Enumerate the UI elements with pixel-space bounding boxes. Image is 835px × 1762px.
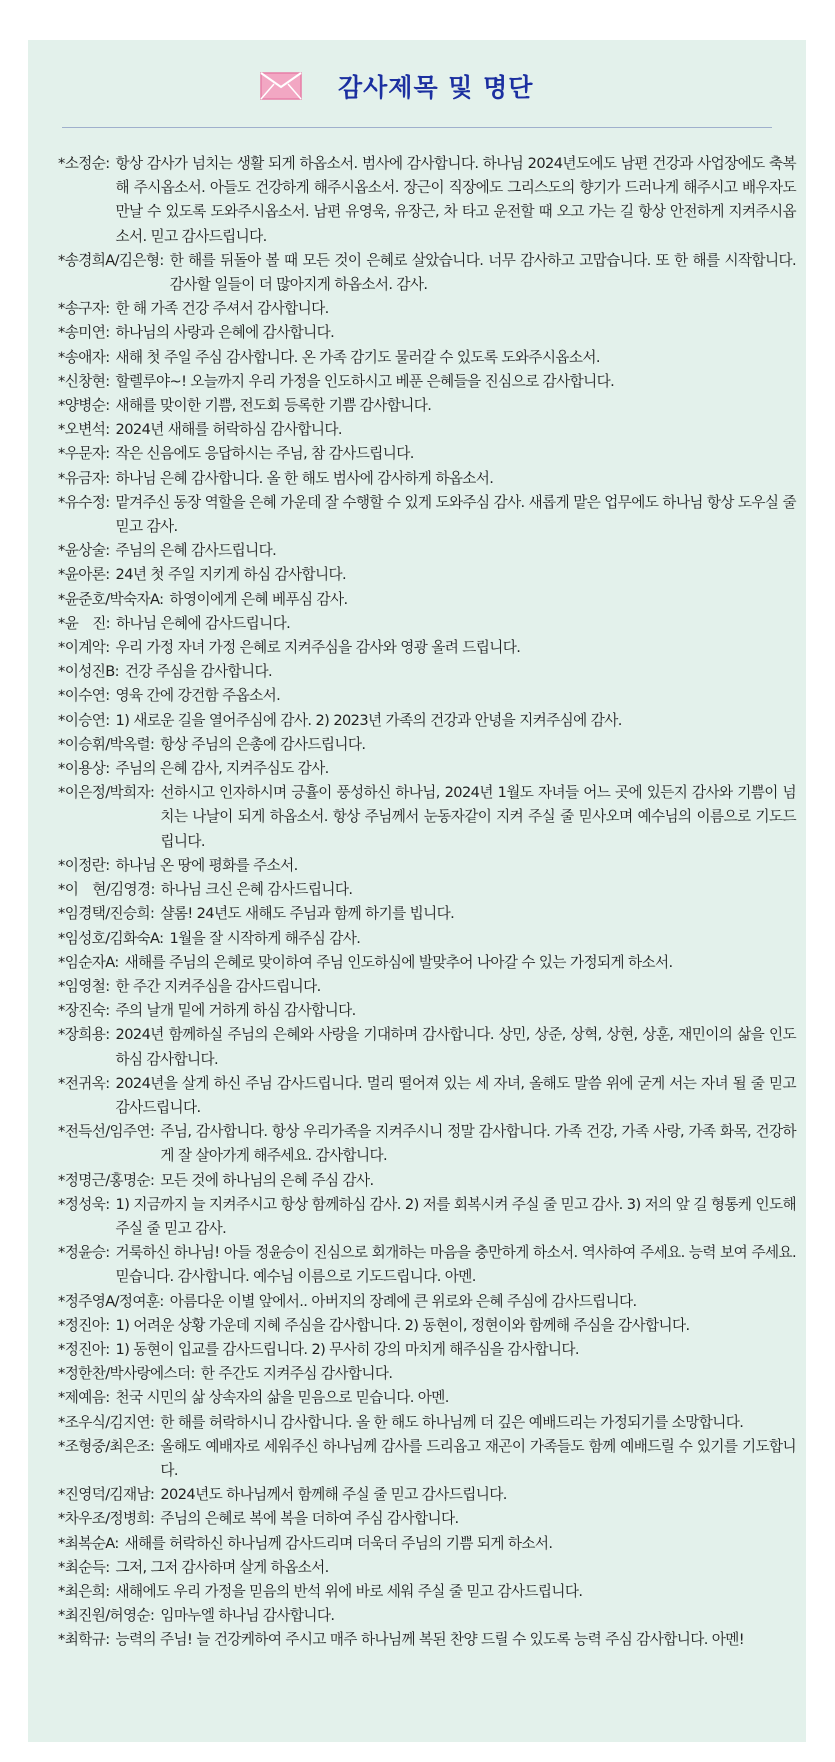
- entry-name: *진영덕/김재남:: [58, 1486, 155, 1504]
- list-item: [58, 1169, 796, 1193]
- list-item: [58, 781, 796, 854]
- entry-name: *장진숙:: [58, 1002, 110, 1020]
- entry-name: *송경희A/김은형:: [58, 251, 164, 269]
- entry-name: *임영철:: [58, 977, 110, 995]
- list-item: [58, 1338, 796, 1362]
- entry-text: 2024년 새해를 허락하심 감사합니다.: [115, 421, 342, 439]
- entry-name: *양병순:: [58, 397, 110, 415]
- list-item: [58, 1507, 796, 1531]
- divider: [62, 127, 772, 128]
- list-item: [58, 1556, 796, 1580]
- entry-text: 1) 지금까지 늘 지켜주시고 항상 함께하심 감사. 2) 저를 회복시켜 주실 줄 믿고 감사. 3) 저의 앞 길 형통케 인도해 주실 줄 믿고 감사.: [115, 1195, 796, 1237]
- entry-text: 능력의 주님! 늘 건강케하여 주시고 매주 하나님께 복된 찬양 드릴 수 있도록 능력 주심 감사합니다. 아멘!: [115, 1631, 745, 1649]
- entry-text: 1월을 잘 시작하게 해주심 감사.: [169, 929, 361, 947]
- entry-text: 새해를 허락하신 하나님께 감사드리며 더욱더 주님의 기쁨 되게 하소서.: [124, 1534, 553, 1552]
- list-item: [58, 660, 796, 684]
- list-item: [58, 418, 796, 442]
- entry-text: 한 해를 허락하시니 감사합니다. 올 한 해도 하나님께 더 깊은 예배드리는 가정되기를 소망합니다.: [160, 1413, 744, 1431]
- list-item: [58, 1483, 796, 1507]
- entry-name: *최진원/허영순:: [58, 1607, 155, 1625]
- entry-name: *전귀옥:: [58, 1074, 110, 1092]
- entry-text: 영육 간에 강건함 주옵소서.: [115, 687, 281, 705]
- entry-text: 할렐루야~! 오늘까지 우리 가정을 인도하시고 베푼 은혜들을 진심으로 감사합니다.: [115, 372, 615, 390]
- entry-text: 아름다운 이별 앞에서.. 아버지의 장례에 큰 위로와 은혜 주심에 감사드립니다.: [169, 1292, 637, 1310]
- entry-name: *정진아:: [58, 1340, 110, 1358]
- list-item: [58, 563, 796, 587]
- entry-name: *정한찬/박사랑에스더:: [58, 1365, 195, 1383]
- entry-name: *임성호/김화숙A:: [58, 929, 164, 947]
- entry-text: 새해에도 우리 가정을 믿음의 반석 위에 바로 세워 주실 줄 믿고 감사드립니다.: [115, 1582, 583, 1600]
- entry-name: *전득선/임주연:: [58, 1123, 155, 1141]
- entry-text: 새해 첫 주일 주심 감사합니다. 온 가족 감기도 물러갈 수 있도록 도와주시옵소서.: [115, 348, 600, 366]
- entry-name: *정주영A/정여훈:: [58, 1292, 164, 1310]
- list-item: [58, 684, 796, 708]
- list-item: [58, 491, 796, 539]
- entry-text: 1) 동현이 입교를 감사드립니다. 2) 무사히 강의 마치게 해주심을 감사합니다.: [115, 1340, 579, 1358]
- list-item: [58, 1628, 796, 1652]
- entry-text: 2024년 함께하실 주님의 은혜와 사랑을 기대하며 감사합니다. 상민, 상준, 상혁, 상현, 상훈, 재민이의 삶을 인도하심 감사합니다.: [115, 1026, 796, 1068]
- entry-name: *유금자:: [58, 469, 110, 487]
- list-item: [58, 1120, 796, 1168]
- entry-text: 항상 감사가 넘치는 생활 되게 하옵소서. 범사에 감사합니다. 하나님 2024년도에도 남편 건강과 사업장에도 축복해 주시옵소서. 아들도 건강하게 해주시옵소서. 장근이 직장에도 그리스도의 향기가 드러나게 해주시고 배우자도 만날 수 있도록 도와주시옵소서. 남편 유영욱, 유장근, 차 타고 운전할 때 오고 가는 길 항상 안전하게 지켜주시옵소서. 믿고 감사드립니다.: [115, 155, 796, 245]
- list-item: [58, 1411, 796, 1435]
- entry-text: 하나님의 사랑과 은혜에 감사합니다.: [115, 324, 335, 342]
- entry-name: *이용상:: [58, 760, 110, 778]
- entry-text: 한 해를 뒤돌아 볼 때 모든 것이 은혜로 살았습니다. 너무 감사하고 고맙습니다. 또 한 해를 시작합니다. 감사할 일들이 더 많아지게 하옵소서. 감사.: [169, 251, 796, 294]
- list-item: [58, 321, 796, 345]
- list-item: [58, 1604, 796, 1628]
- entry-text: 맡겨주신 동장 역할을 은혜 가운데 잘 수행할 수 있게 도와주심 감사. 새롭게 맡은 업무에도 하나님 항상 도우실 줄 믿고 감사.: [115, 493, 796, 536]
- list-item: [58, 709, 796, 733]
- entry-text: 새해를 맞이한 기쁨, 전도회 등록한 기쁨 감사합니다.: [115, 397, 432, 415]
- entry-name: *소정순:: [58, 155, 110, 172]
- entry-name: *윤상술:: [58, 542, 110, 560]
- entry-text: 24년 첫 주일 지키게 하심 감사합니다.: [115, 566, 347, 584]
- entry-text: 주님의 은혜로 복에 복을 더하여 주심 감사합니다.: [160, 1510, 459, 1528]
- page-title: 감사제목 및 명단: [338, 73, 534, 102]
- entry-name: *정성욱:: [58, 1195, 110, 1213]
- entry-text: 1) 어려운 상황 가운데 지혜 주심을 감사합니다. 2) 동현이, 정현이와 함께해 주심을 감사합니다.: [115, 1316, 690, 1334]
- entry-name: *최은희:: [58, 1582, 110, 1600]
- entry-text: 천국 시민의 삶 상속자의 삶을 믿음으로 믿습니다. 아멘.: [115, 1389, 449, 1407]
- list-item: [58, 757, 796, 781]
- entry-text: 하영이에게 은혜 베푸심 감사.: [169, 590, 348, 608]
- list-item: [58, 467, 796, 491]
- content-panel: [28, 40, 806, 1742]
- thanksgiving-list: [58, 152, 796, 1653]
- list-item: [58, 902, 796, 926]
- entry-text: 하나님 은혜에 감사드립니다.: [116, 614, 291, 632]
- entry-name: *최복순A:: [58, 1534, 119, 1552]
- entry-text: 2024년도 하나님께서 함께해 주실 줄 믿고 감사드립니다.: [160, 1486, 507, 1504]
- entry-text: 우리 가정 자녀 가정 은혜로 지켜주심을 감사와 영광 올려 드립니다.: [115, 639, 521, 657]
- list-item: [58, 370, 796, 394]
- entry-name: *윤준호/박숙자A:: [58, 590, 164, 608]
- entry-text: 주님, 감사합니다. 항상 우리가족을 지켜주시니 정말 감사합니다. 가족 건강, 가족 사랑, 가족 화목, 건강하게 잘 살아가게 해주세요. 감사합니다.: [160, 1123, 796, 1165]
- list-item: [58, 1193, 796, 1241]
- list-item: [58, 1290, 796, 1314]
- entry-text: 새해를 주님의 은혜로 맞이하여 주님 인도하심에 발맞추어 나아갈 수 있는 가정되게 하소서.: [124, 953, 673, 971]
- list-item: [58, 346, 796, 370]
- list-item: [58, 1072, 796, 1120]
- entry-text: 하나님 크신 은혜 감사드립니다.: [160, 881, 353, 899]
- entry-text: 모든 것에 하나님의 은혜 주심 감사.: [160, 1171, 374, 1189]
- entry-name: *윤 진:: [58, 614, 111, 632]
- list-item: [58, 1241, 796, 1289]
- entry-name: *조우식/김지연:: [58, 1413, 155, 1431]
- entry-name: *이 현/김영경:: [58, 881, 155, 899]
- list-item: [58, 442, 796, 466]
- envelope-icon: [260, 72, 302, 100]
- entry-name: *오변석:: [58, 421, 110, 439]
- entry-name: *정윤승:: [58, 1244, 110, 1262]
- entry-name: *정진아:: [58, 1316, 110, 1334]
- entry-text: 주의 날개 밑에 거하게 하심 감사합니다.: [115, 1002, 356, 1020]
- entry-name: *이계악:: [58, 639, 110, 657]
- entry-name: *정명근/홍명순:: [58, 1171, 155, 1189]
- entry-text: 한 주간 지켜주심을 감사드립니다.: [115, 977, 321, 995]
- entry-name: *이승연:: [58, 711, 110, 729]
- entry-name: *이성진B:: [58, 663, 119, 681]
- entry-name: *신창현:: [58, 372, 110, 390]
- entry-name: *송미연:: [58, 324, 110, 342]
- list-item: [58, 854, 796, 878]
- entry-text: 그저, 그저 감사하며 살게 하옵소서.: [115, 1558, 329, 1576]
- entry-name: *제예음:: [58, 1389, 110, 1407]
- list-item: [58, 999, 796, 1023]
- list-item: [58, 249, 796, 297]
- list-item: [58, 539, 796, 563]
- entry-name: *이승휘/박옥렬:: [58, 735, 155, 753]
- entry-name: *차우조/정병희:: [58, 1510, 155, 1528]
- list-item: [58, 588, 796, 612]
- entry-name: *최순득:: [58, 1558, 110, 1576]
- entry-name: *유수정:: [58, 493, 110, 511]
- list-item: [58, 927, 796, 951]
- list-item: [58, 1023, 796, 1071]
- entry-text: 주님의 은혜 감사드립니다.: [115, 542, 277, 560]
- entry-text: 하나님 은혜 감사합니다. 올 한 해도 범사에 감사하게 하옵소서.: [115, 469, 494, 487]
- entry-text: 거룩하신 하나님! 아들 정윤승이 진심으로 회개하는 마음을 충만하게 하소서. 역사하여 주세요. 능력 보여 주세요. 믿습니다. 감사합니다. 예수님 이름으로 기도드립니다. 아멘.: [115, 1244, 796, 1286]
- list-item: [58, 1532, 796, 1556]
- entry-name: *장희용:: [58, 1026, 110, 1044]
- list-item: [58, 612, 796, 636]
- entry-name: *임순자A:: [58, 953, 119, 971]
- entry-name: *조형중/최은조:: [58, 1437, 155, 1455]
- entry-text: 주님의 은혜 감사, 지켜주심도 감사.: [115, 760, 329, 778]
- list-item: [58, 636, 796, 660]
- entry-name: *윤아론:: [58, 566, 110, 584]
- list-item: [58, 1386, 796, 1410]
- entry-text: 올해도 예배자로 세워주신 하나님께 감사를 드리옵고 재곤이 가족들도 함께 예배드릴 수 있기를 기도합니다.: [160, 1437, 796, 1479]
- entry-text: 하나님 온 땅에 평화를 주소서.: [115, 856, 298, 874]
- list-item: [58, 1314, 796, 1338]
- entry-name: *송구자:: [58, 300, 110, 318]
- entry-name: *송애자:: [58, 348, 110, 366]
- entry-text: 건강 주심을 감사합니다.: [124, 663, 273, 681]
- list-item: [58, 975, 796, 999]
- entry-text: 한 주간도 지켜주심 감사합니다.: [200, 1365, 393, 1383]
- entry-text: 한 해 가족 건강 주셔서 감사합니다.: [115, 300, 329, 318]
- list-item: [58, 1435, 796, 1483]
- list-item: [58, 1580, 796, 1604]
- list-item: [58, 878, 796, 902]
- list-item: [58, 297, 796, 321]
- entry-text: 항상 주님의 은총에 감사드립니다.: [160, 735, 366, 753]
- header: [28, 68, 806, 108]
- list-item: [58, 733, 796, 757]
- entry-name: *이수연:: [58, 687, 110, 705]
- entry-text: 선하시고 인자하시며 긍휼이 풍성하신 하나님, 2024년 1월도 자녀들 어느 곳에 있든지 감사와 기쁨이 넘치는 나날이 되게 하옵소서. 항상 주님께서 눈동자같이 지켜 주실 줄 믿사오며 예수님의 이름으로 기도드립니다.: [160, 784, 796, 850]
- entry-name: *이은정/박희자:: [58, 784, 155, 802]
- entry-text: 임마누엘 하나님 감사합니다.: [160, 1607, 335, 1625]
- list-item: [58, 951, 796, 975]
- entry-name: *우문자:: [58, 445, 110, 463]
- list-item: [58, 152, 796, 249]
- entry-text: 2024년을 살게 하신 주님 감사드립니다. 멀리 떨어져 있는 세 자녀, 올해도 말씀 위에 굳게 서는 자녀 될 줄 믿고 감사드립니다.: [115, 1074, 796, 1116]
- entry-text: 작은 신음에도 응답하시는 주님, 참 감사드립니다.: [115, 445, 414, 463]
- list-item: [58, 1362, 796, 1386]
- entry-text: 샬롬! 24년도 새해도 주님과 함께 하기를 빕니다.: [160, 905, 455, 923]
- list-item: [58, 394, 796, 418]
- entry-text: 1) 새로운 길을 열어주심에 감사. 2) 2023년 가족의 건강과 안녕을 지켜주심에 감사.: [115, 711, 622, 729]
- entry-name: *임경택/진승희:: [58, 905, 155, 923]
- entry-name: *최학규:: [58, 1631, 110, 1649]
- entry-name: *이정란:: [58, 856, 110, 874]
